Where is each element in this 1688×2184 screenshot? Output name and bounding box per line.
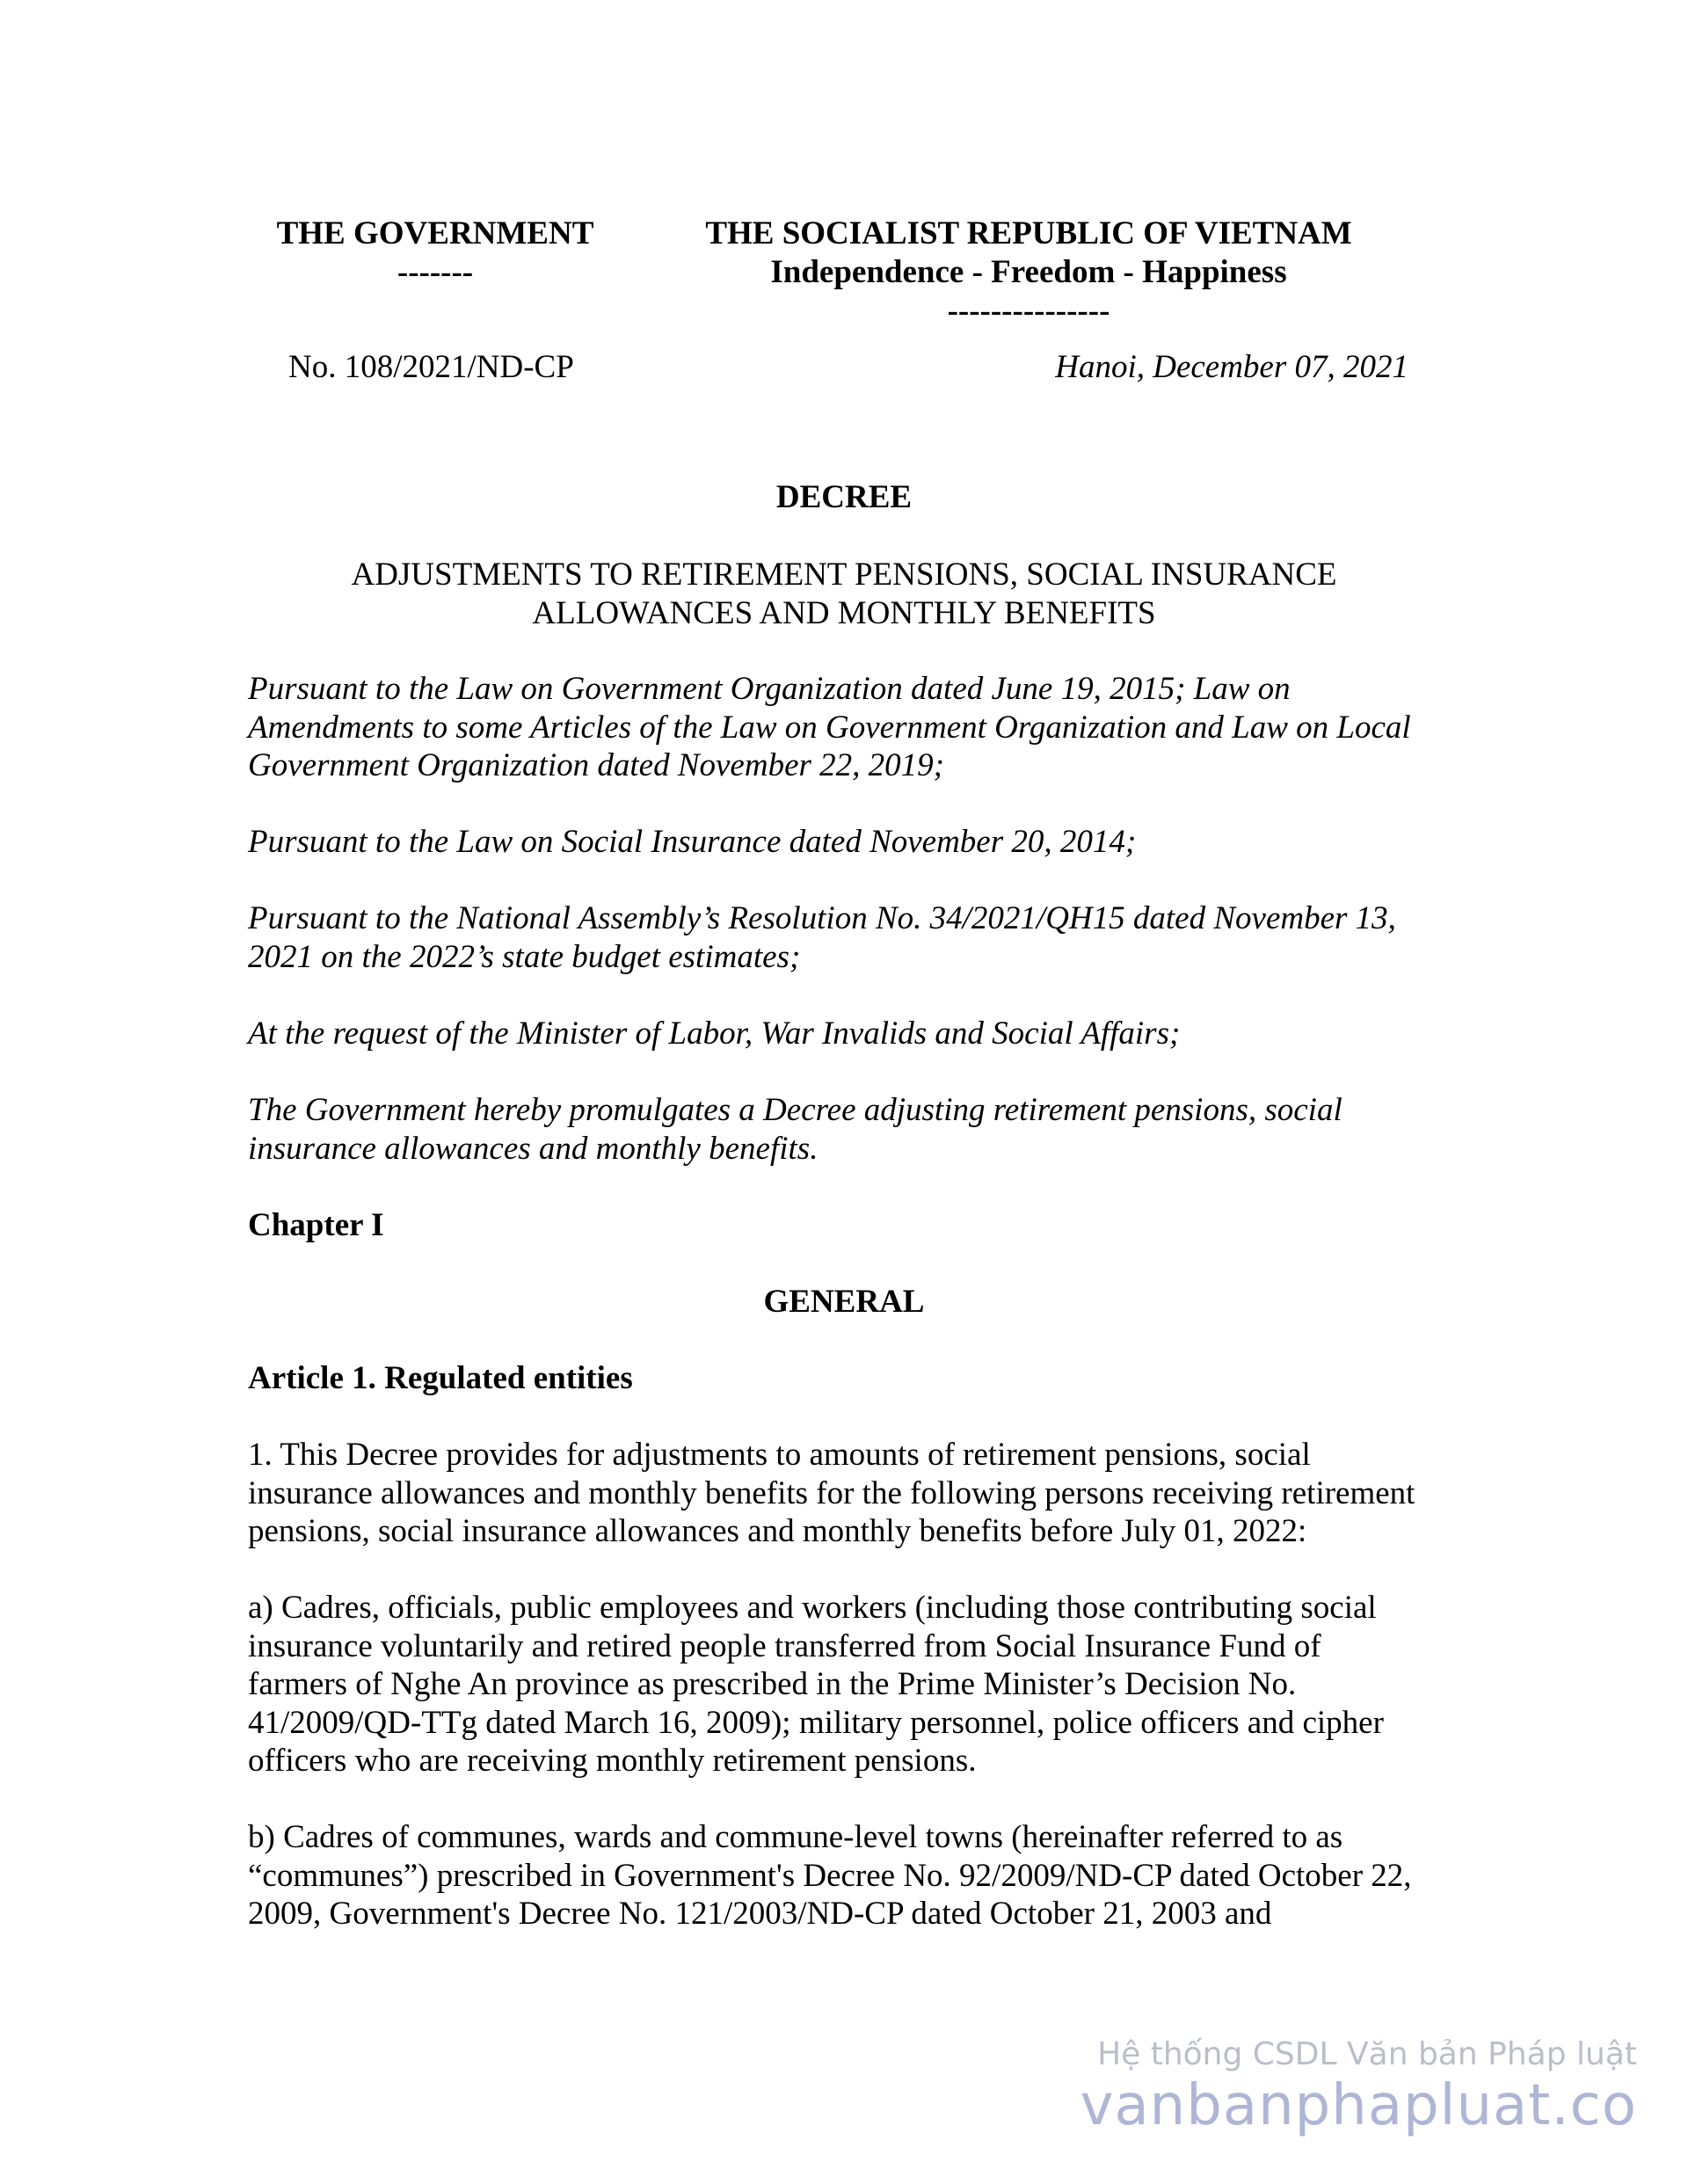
point-a xyxy=(248,1589,1461,1780)
line: Pursuant to the Law on Government Organization dated June 19, 2015; Law on xyxy=(248,671,1291,707)
chapter-label-text: Chapter I xyxy=(248,1207,384,1243)
line: 2021 on the 2022’s state budget estimates; xyxy=(248,938,801,975)
chapter-label xyxy=(248,1206,1461,1245)
line: At the request of the Minister of Labor, War Invalids and Social Affairs; xyxy=(248,1016,1181,1052)
document-subject-line-1: ADJUSTMENTS TO RETIREMENT PENSIONS, SOCIAL INSURANCE xyxy=(351,557,1337,593)
line: Pursuant to the Law on Social Insurance dated November 20, 2014; xyxy=(248,824,1137,860)
point-b xyxy=(248,1818,1461,1933)
watermark-caption: Hệ thống CSDL Văn bản Pháp luật xyxy=(1097,2036,1637,2072)
document-subject-line-2: ALLOWANCES AND MONTHLY BENEFITS xyxy=(532,595,1156,631)
line: a) Cadres, officials, public employees and workers (including those contributing social xyxy=(248,1590,1377,1626)
preamble-paragraph-4 xyxy=(248,1015,1461,1053)
article-heading-text: Article 1. Regulated entities xyxy=(248,1360,633,1396)
country-title: THE SOCIALIST REPUBLIC OF VIETNAM xyxy=(705,215,1352,251)
line: The Government hereby promulgates a Decree adjusting retirement pensions, social xyxy=(248,1092,1342,1128)
chapter-name: GENERAL xyxy=(763,1284,925,1320)
line: Pursuant to the National Assembly’s Resolution No. 34/2021/QH15 dated November 13, xyxy=(248,900,1396,936)
line: Government Organization dated November 22, 2019; xyxy=(248,747,944,783)
document-number: No. 108/2021/ND-CP xyxy=(288,349,574,385)
country-rule: --------------- xyxy=(947,293,1110,329)
place-date: Hanoi, December 07, 2021 xyxy=(1055,349,1408,385)
document-type: DECREE xyxy=(775,479,913,515)
preamble-paragraph-1 xyxy=(248,670,1461,785)
line: 1. This Decree provides for adjustments to amounts of retirement pensions, social xyxy=(248,1437,1311,1473)
issuer-title: THE GOVERNMENT xyxy=(276,215,594,251)
line: insurance voluntarily and retired people transferred from Social Insurance Fund of xyxy=(248,1627,1321,1664)
line: b) Cadres of communes, wards and commune-level towns (hereinafter referred to as xyxy=(248,1819,1343,1855)
watermark-site[interactable]: vanbanphapluat.co xyxy=(1080,2073,1637,2138)
clause-1 xyxy=(248,1436,1461,1551)
country-motto: Independence - Freedom - Happiness xyxy=(770,254,1287,290)
line: Amendments to some Articles of the Law on Government Organization and Law on Local xyxy=(248,709,1411,746)
line: farmers of Nghe An province as prescribed in the Prime Minister’s Decision No. xyxy=(248,1666,1297,1702)
line: officers who are receiving monthly retirement pensions. xyxy=(248,1743,977,1779)
preamble-paragraph-2 xyxy=(248,823,1461,862)
line: insurance allowances and monthly benefits for the following persons receiving retirement xyxy=(248,1474,1415,1511)
article-heading xyxy=(248,1359,1461,1398)
issuer-rule: ------- xyxy=(397,254,474,290)
preamble-paragraph-3 xyxy=(248,899,1461,976)
preamble-paragraph-5 xyxy=(248,1091,1461,1168)
line: “communes”) prescribed in Government's Decree No. 92/2009/ND-CP dated October 22, xyxy=(248,1857,1412,1894)
line: 2009, Government's Decree No. 121/2003/ND-CP dated October 21, 2003 and xyxy=(248,1896,1272,1932)
line: insurance allowances and monthly benefits. xyxy=(248,1130,819,1167)
line: pensions, social insurance allowances and monthly benefits before July 01, 2022: xyxy=(248,1513,1307,1549)
line: 41/2009/QD-TTg dated March 16, 2009); military personnel, police officers and cipher xyxy=(248,1704,1384,1741)
